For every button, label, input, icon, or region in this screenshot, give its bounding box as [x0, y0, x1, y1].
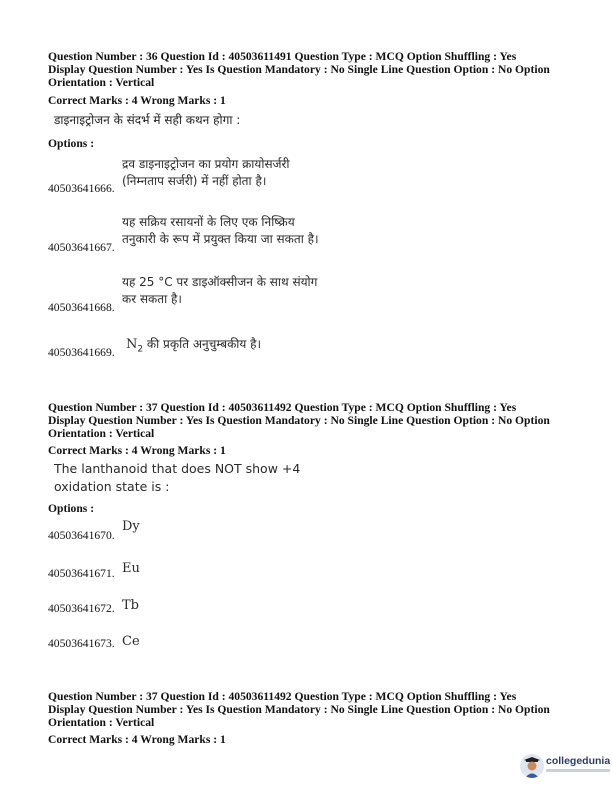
option-text-line: कर सकता है। [122, 292, 182, 306]
option-id: 40503641667. [48, 241, 115, 254]
option-text-line: (निम्नताप सर्जरी) में नहीं होता है। [122, 174, 267, 188]
question-meta-line: Question Number : 36 Question Id : 40503611491 Question Type : MCQ Option Shuffling : Yes [48, 50, 517, 63]
question-36-meta [48, 50, 588, 107]
question-meta-line: Orientation : Vertical [48, 427, 155, 440]
option-text: Eu [122, 561, 140, 576]
option-text-line: यह सक्रिय रसायनों के लिए एक निष्क्रिय [122, 215, 295, 229]
options-label: Options : [48, 137, 95, 150]
question-meta-line: Orientation : Vertical [48, 76, 155, 89]
option-text [122, 214, 319, 248]
question-37-meta [48, 401, 588, 457]
option-id: 40503641668. [48, 301, 115, 314]
question-marks: Correct Marks : 4 Wrong Marks : 1 [48, 94, 226, 107]
option-text [122, 156, 290, 190]
option-text: Tb [122, 598, 139, 613]
formula-subscript: 2 [137, 344, 144, 355]
options-label: Options : [48, 502, 95, 515]
question-marks: Correct Marks : 4 Wrong Marks : 1 [48, 733, 226, 746]
option-text-line: की प्रकृति अनुचुम्बकीय है। [143, 337, 262, 351]
question-36-stem: डाइनाइट्रोजन के संदर्भ में सही कथन होगा : [54, 113, 241, 127]
question-marks: Correct Marks : 4 Wrong Marks : 1 [48, 444, 226, 457]
option-text: Dy [122, 519, 140, 534]
question-meta-line: Question Number : 37 Question Id : 40503611492 Question Type : MCQ Option Shuffling : Yes [48, 401, 517, 414]
collegedunia-logo [520, 752, 612, 782]
question-meta-line: Display Question Number : Yes Is Question Mandatory : No Single Line Question Option : No Option [48, 703, 550, 716]
option-text-line: तनुकारी के रूप में प्रयुक्त किया जा सकता है। [122, 232, 319, 246]
stem-line: The lanthanoid that does NOT show +4 [54, 461, 301, 476]
question-meta-line: Display Question Number : Yes Is Question Mandatory : No Single Line Question Option : No Option [48, 414, 550, 427]
graduate-avatar-icon [520, 754, 544, 778]
option-text-line: यह 25 °C पर डाइऑक्सीजन के साथ संयोग [122, 275, 318, 289]
brand-name: collegedunia [546, 755, 611, 767]
question-37-repeat-meta [48, 690, 588, 746]
option-text [126, 336, 261, 358]
question-meta-line: Orientation : Vertical [48, 716, 155, 729]
option-id: 40503641673. [48, 637, 115, 650]
formula-n2: N [126, 337, 138, 352]
option-id: 40503641672. [48, 602, 115, 615]
question-meta-line: Display Question Number : Yes Is Question Mandatory : No Single Line Question Option : No Option [48, 63, 550, 76]
question-37-stem [54, 460, 300, 496]
option-id: 40503641666. [48, 182, 115, 195]
option-id: 40503641670. [48, 529, 115, 542]
option-text: Ce [122, 634, 140, 649]
option-text [122, 274, 317, 308]
option-id: 40503641671. [48, 567, 115, 580]
question-meta-line: Question Number : 37 Question Id : 40503611492 Question Type : MCQ Option Shuffling : Yes [48, 690, 517, 703]
option-text-line: द्रव डाइनाइट्रोजन का प्रयोग क्रायोसर्जरी [122, 157, 290, 171]
stem-line: oxidation state is : [54, 479, 170, 494]
brand-tagline-bar [546, 769, 610, 772]
option-id: 40503641669. [48, 346, 115, 359]
